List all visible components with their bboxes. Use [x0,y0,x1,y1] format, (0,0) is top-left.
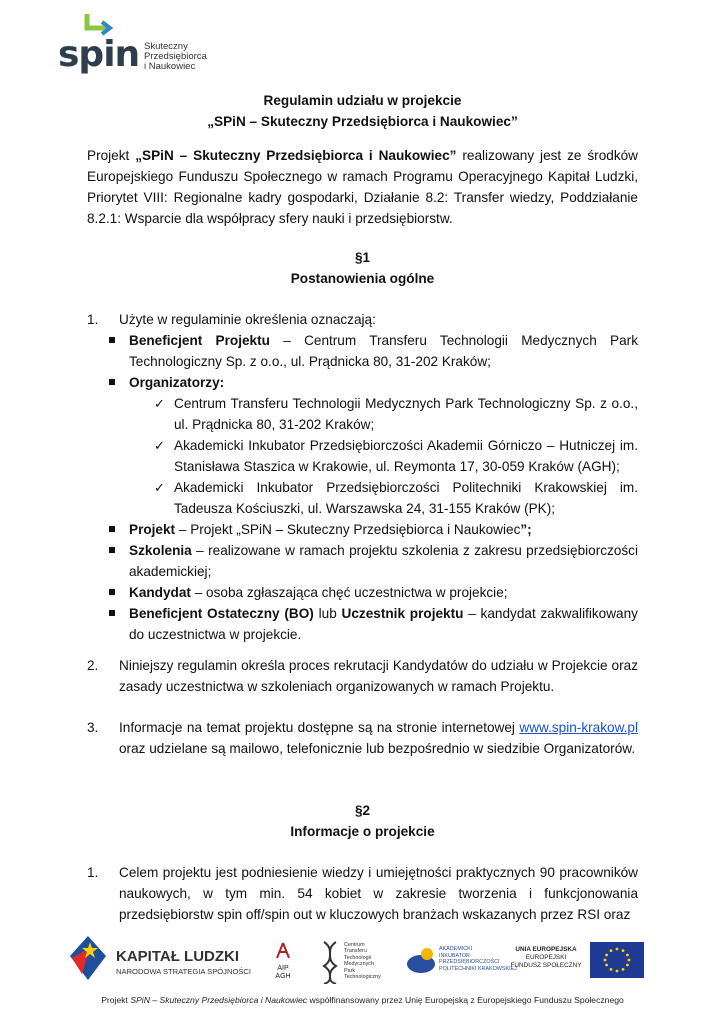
section-1-item-2: 2. Niniejszy regulamin określa proces rekrutacji Kandydatów do udziału w Projekcie oraz zasady uczestnictwa w szkoleniach organizowanych w ramach Projektu. [87,658,638,694]
document-title [87,90,638,132]
aipk-emblem-icon [405,946,437,976]
project-name: „SPiN – Skuteczny Przedsiębiorca i Naukowiec” [135,148,457,163]
dna-icon [320,940,340,984]
definition-beneficjent: Beneficjent Projektu – Centrum Transferu Technologii Medycznych Park Technologiczny Sp. z o.o., ul. Prądnicka 80, 31-202 Kraków; [119,330,638,372]
section-2-item-1: 1. Celem projektu jest podniesienie wiedzy i umiejętności praktycznych 90 pracowników naukowych, w tym min. 54 kobiet w zakresie tworzenia i funkcjonowania przedsiębiorstw spin off/spin out w kluczowych branżach wskazanych przez RSI oraz [87,865,638,922]
intro-paragraph: Projekt „SPiN – Skuteczny Przedsiębiorca i Naukowiec” realizowany jest ze środków Europejskiego Funduszu Społecznego w ramach Programu Operacyjnego Kapitał Ludzki, Priorytet VIII: Regionalne kadry gospodarki, Działanie 8.2: Transfer wiedzy, Poddziałanie 8.2.1: Wsparcie dla współpracy sfery nauki i przedsiębiorstw. [87,148,639,226]
kapital-ludzki-logo: KAPITAŁ LUDZKI NARODOWA STRATEGIA SPÓJNOŚCI [68,934,258,986]
eu-logo: UNIA EUROPEJSKA EUROPEJSKI FUNDUSZ SPOŁECZNY [506,942,644,982]
section-1-header [87,247,638,289]
definition-szkolenia: Szkolenia – realizowane w ramach projektu szkolenia z zakresu przedsiębiorczości akademickiej; [119,540,638,582]
footer-note: Projekt SPiN – Skuteczny Przedsiębiorca i Naukowiec współfinansowany przez Unię Europejską z Europejskiego Funduszu Społecznego [101,995,624,1005]
aip-figure-icon [273,942,293,960]
section-2-header [87,800,638,842]
definition-organizatorzy: Organizatorzy: [119,372,638,393]
title-line-2: „SPiN – Skuteczny Przedsiębiorca i Naukowiec” [207,114,518,129]
spin-logo [58,12,218,82]
organizer-1: ✓ Centrum Transferu Technologii Medycznych Park Technologiczny Sp. z o.o., ul. Prądnicka 80, 31-202 Kraków; [174,393,638,435]
definition-kandydat: Kandydat – osoba zgłaszająca chęć uczestnictwa w projekcie; [119,582,638,603]
logo-tagline: Skuteczny Przedsiębiorca i Naukowiec [144,41,207,72]
logo-word: spin [58,34,140,75]
check-icon: ✓ [154,396,165,411]
kl-emblem-icon [68,934,108,982]
aipk-logo: AKADEMICKI INKUBATOR PRZEDSIĘBIORCZOŚCI POLITECHNIKI KRAKOWSKIEJ [405,940,500,986]
section-2-title: Informacje o projekcie [290,824,435,839]
section-1-number: §1 [354,250,371,265]
organizer-3: ✓ Akademicki Inkubator Przedsiębiorczości Politechniki Krakowskiej im. Tadeusza Kościuszki, ul. Warszawska 24, 31-155 Kraków (PK); [174,477,638,519]
definition-bo: Beneficjent Ostateczny (BO) lub Uczestnik projektu – kandydat zakwalifikowany do uczestnictwa w projekcie. [119,603,638,645]
eu-flag-icon [590,942,644,978]
title-line-1: Regulamin udziału w projekcie [263,93,462,108]
section-1-item-1: 1. Użyte w regulaminie określenia oznaczają: Beneficjent Projektu – Centrum Transferu Technologii Medycznych Park Technologiczny Sp. z o.o., ul. Prądnicka 80, 31-202 Kraków; Organizatorzy: ✓ Centrum Transferu Technologii Medycznych Park Technologiczny Sp. z o.o., ul. Prądnicka 80, 31-202 Kraków; ✓ Akademicki Inkubator Przedsiębiorczości Akademii Górniczo – Hutniczej im. Stanisława Staszica w Krakowie, ul. Reymonta 17, 30-059 Kraków (AGH); ✓ Akademicki Inkubator Przedsiębiorczości Politechniki Krakowskiej im. Tadeusza Kościuszki, ul. Warszawska 24, 31-155 Kraków (PK); Projekt – Projekt „SPiN – Skuteczny Przedsiębiorca i Naukowiec”; Szkolenia – realizowane w ramach projektu szkolenia z zakresu przedsiębiorczości akademickiej; Kandydat – osoba zgłaszająca chęć uczestnictwa w projekcie; Beneficjent Ostateczny (BO) lub Uczestnik projektu – kandydat zakwalifikowany do uczestnictwa w projekcie. [87,309,638,645]
section-2-number: §2 [354,803,371,818]
website-link[interactable]: www.spin-krakow.pl [519,720,638,735]
section-1-title: Postanowienia ogólne [290,271,435,286]
check-icon: ✓ [154,438,165,453]
definition-projekt: Projekt – Projekt „SPiN – Skuteczny Przedsiębiorca i Naukowiec”; [119,519,638,540]
check-icon: ✓ [154,480,165,495]
organizer-2: ✓ Akademicki Inkubator Przedsiębiorczości Akademii Górniczo – Hutniczej im. Stanisława Staszica w Krakowie, ul. Reymonta 17, 30-059 Kraków (AGH); [174,435,638,477]
cttm-logo: Centrum Transferu Technologii Medycznych Park Technologiczny [320,940,400,986]
footer-logos [60,932,660,992]
aip-agh-logo: AIP AGH [268,942,298,988]
section-1-item-3: 3. Informacje na temat projektu dostępne są na stronie internetowej www.spin-krakow.pl oraz udzielane są mailowo, telefonicznie lub bezpośrednio w siedzibie Organizatorów. [87,720,638,756]
